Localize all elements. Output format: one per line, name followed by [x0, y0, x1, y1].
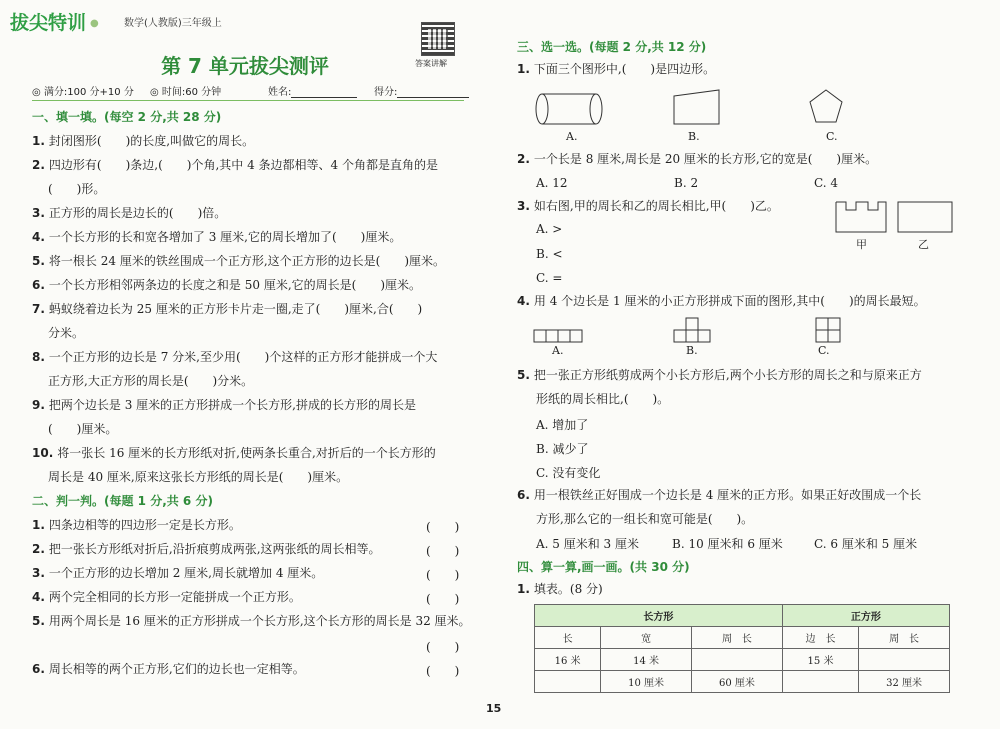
q4-squares-figure [532, 314, 852, 348]
answer-paren[interactable]: ( ) [426, 592, 460, 606]
question-text: 分米。 [48, 326, 85, 340]
q1-shapes-figure [532, 88, 862, 128]
divider [32, 100, 464, 101]
s3-q4-label-c: C. [818, 344, 830, 357]
fill-question-7-cont [48, 326, 84, 340]
fill-question-7 [32, 302, 422, 316]
fill-table [534, 604, 950, 693]
answer-paren[interactable]: ( ) [426, 544, 460, 558]
question-number: 9. [32, 398, 45, 412]
question-text: 将一张长 16 厘米的长方形纸对折,使两条长重合,对折后的一个长方形的 [57, 446, 436, 460]
s3-q2-opt-a[interactable]: A. 12 [536, 176, 568, 190]
question-text: 蚂蚁绕着边长为 25 厘米的正方形卡片走一圈,走了( )厘米,合( ) [48, 302, 423, 316]
fig-label-jia: 甲 [856, 238, 867, 251]
table-cell[interactable]: 14 米 [601, 649, 692, 671]
question-text: 一个正方形的边长是 7 分米,至少用( )个这样的正方形才能拼成一个大 [48, 350, 438, 364]
fill-question-9 [32, 398, 416, 412]
score-field[interactable]: 得分: [374, 83, 469, 98]
question-text: 封闭图形( )的长度,叫做它的周长。 [48, 134, 255, 148]
s3-q4-label-a: A. [552, 344, 564, 357]
s3-q2: 2. 一个长是 8 厘米,周长是 20 厘米的长方形,它的宽是( )厘米。 [517, 152, 878, 166]
judge-question-1 [32, 518, 241, 532]
fill-question-8 [32, 350, 437, 364]
question-text: 四边形有( )条边,( )个角,其中 4 条边都相等、4 个角都是直角的是 [48, 158, 438, 172]
question-number: 4. [32, 590, 45, 604]
section4-title: 四、算一算,画一画。(共 30 分) [517, 560, 690, 574]
s3-q6-line2: 方形,那么它的一组长和宽可能是( )。 [536, 512, 754, 526]
question-text: 一个正方形的边长增加 2 厘米,周长就增加 4 厘米。 [48, 566, 324, 580]
question-text: 正方形的周长是边长的( )倍。 [48, 206, 227, 220]
fill-question-3 [32, 206, 226, 220]
question-text: 把一张长方形纸对折后,沿折痕剪成两张,这两张纸的周长相等。 [48, 542, 381, 556]
question-text: 一个长方形相邻两条边的长度之和是 50 厘米,它的周长是( )厘米。 [48, 278, 422, 292]
fill-question-6 [32, 278, 421, 292]
question-number: 3. [32, 206, 45, 220]
question-number: 4. [32, 230, 45, 244]
judge-question-4 [32, 590, 301, 604]
s4-q1: 1. 填表。(8 分) [517, 582, 603, 596]
section2-title: 二、判一判。(每题 1 分,共 6 分) [32, 494, 213, 508]
table-col-header: 边 长 [782, 627, 858, 649]
s3-q5-opt-b[interactable]: B. 减少了 [536, 442, 589, 456]
book-title: 数学(人教版)三年级上 [124, 18, 222, 29]
question-number: 10. [32, 446, 54, 460]
table-cell[interactable]: 32 厘米 [859, 671, 950, 693]
fill-question-10-cont [48, 470, 348, 484]
question-number: 6. [32, 278, 45, 292]
answer-paren[interactable]: ( ) [426, 568, 460, 582]
name-field[interactable]: 姓名: [268, 83, 357, 98]
table-cell[interactable] [782, 671, 858, 693]
table-group-rectangle: 长方形 [535, 605, 783, 627]
section1-title: 一、填一填。(每空 2 分,共 28 分) [32, 110, 222, 124]
question-number: 5. [32, 614, 45, 628]
s3-q1-label-a: A. [566, 130, 578, 143]
table-col-header: 长 [535, 627, 601, 649]
question-number: 1. [32, 134, 45, 148]
s3-q4-label-b: B. [686, 344, 698, 357]
s3-q3-opt-b[interactable]: B. < [536, 247, 563, 261]
table-cell[interactable] [692, 649, 783, 671]
question-text: 将一根长 24 厘米的铁丝围成一个正方形,这个正方形的边长是( )厘米。 [48, 254, 446, 268]
s3-q6-opt-c[interactable]: C. 6 厘米和 5 厘米 [814, 537, 918, 551]
fill-question-2 [32, 158, 438, 172]
fig-label-yi: 乙 [918, 238, 929, 251]
question-text: 用两个周长是 16 厘米的正方形拼成一个长方形,这个长方形的周长是 32 厘米。 [48, 614, 471, 628]
fill-question-10 [32, 446, 436, 460]
question-number: 3. [32, 566, 45, 580]
table-cell[interactable]: 16 米 [535, 649, 601, 671]
s3-q3-opt-c[interactable]: C. = [536, 271, 563, 285]
section3-title: 三、选一选。(每题 2 分,共 12 分) [517, 40, 707, 54]
question-text: 四条边相等的四边形一定是长方形。 [48, 518, 241, 532]
question-number: 2. [32, 158, 45, 172]
table-col-header: 周 长 [859, 627, 950, 649]
s3-q6-line1: 6. 用一根铁丝正好围成一个边长是 4 厘米的正方形。如果正好改围成一个长 [517, 488, 922, 502]
question-number: 2. [32, 542, 45, 556]
judge-question-3 [32, 566, 323, 580]
question-text: 周长是 40 厘米,原来这张长方形纸的周长是( )厘米。 [48, 470, 349, 484]
s3-q1-label-b: B. [688, 130, 700, 143]
s3-q5-line1: 5. 把一张正方形纸剪成两个小长方形后,两个小长方形的周长之和与原来正方 [517, 368, 922, 382]
question-number: 1. [32, 518, 45, 532]
table-cell[interactable] [535, 671, 601, 693]
question-text: 正方形,大正方形的周长是( )分米。 [48, 374, 254, 388]
question-number: 5. [32, 254, 45, 268]
question-text: 把两个边长是 3 厘米的正方形拼成一个长方形,拼成的长方形的周长是 [48, 398, 417, 412]
page-number: 15 [486, 702, 502, 715]
s3-q4: 4. 用 4 个边长是 1 厘米的小正方形拼成下面的图形,其中( )的周长最短。 [517, 294, 926, 308]
s3-q1-label-c: C. [826, 130, 838, 143]
answer-paren[interactable]: ( ) [426, 520, 460, 534]
question-text: ( )形。 [48, 182, 106, 196]
table-cell[interactable]: 15 米 [782, 649, 858, 671]
s3-q3: 3. 如右图,甲的周长和乙的周长相比,甲( )乙。 [517, 199, 779, 213]
s3-q3-opt-a[interactable]: A. > [536, 222, 563, 236]
brand-logo: 拔尖特训 ● [10, 12, 99, 34]
table-col-header: 周 长 [692, 627, 783, 649]
score-info: ◎ 满分:100 分+10 分 [32, 87, 134, 98]
table-row [535, 671, 950, 693]
fill-question-8-cont [48, 374, 253, 388]
fill-question-4 [32, 230, 401, 244]
qr-label: 答案讲解 [415, 59, 447, 68]
s3-q5-line2: 形纸的周长相比,( )。 [536, 392, 670, 406]
time-info: ◎ 时间:60 分钟 [150, 87, 222, 98]
q3-jia-yi-figure [832, 198, 957, 238]
table-group-square: 正方形 [782, 605, 949, 627]
fill-question-2-cont [48, 182, 105, 196]
question-number: 8. [32, 350, 45, 364]
question-text: 周长相等的两个正方形,它们的边长也一定相等。 [48, 662, 305, 676]
answer-paren[interactable]: ( ) [426, 640, 460, 654]
fill-question-1 [32, 134, 254, 148]
answer-paren[interactable]: ( ) [426, 664, 460, 678]
s3-q6-opt-a[interactable]: A. 5 厘米和 3 厘米 [536, 537, 640, 551]
judge-question-2 [32, 542, 381, 556]
question-number: 6. [32, 662, 45, 676]
table-cell[interactable]: 60 厘米 [692, 671, 783, 693]
fill-question-9-cont [48, 422, 117, 436]
table-cell[interactable] [859, 649, 950, 671]
s3-q6-opt-b[interactable]: B. 10 厘米和 6 厘米 [672, 537, 783, 551]
question-text: 两个完全相同的长方形一定能拼成一个正方形。 [48, 590, 301, 604]
judge-question-5 [32, 614, 471, 628]
question-text: ( )厘米。 [48, 422, 118, 436]
fill-question-5 [32, 254, 445, 268]
page-title: 第 7 单元拔尖测评 [161, 54, 329, 78]
s3-q1: 1. 下面三个图形中,( )是四边形。 [517, 62, 716, 76]
table-col-header: 宽 [601, 627, 692, 649]
s3-q5-opt-c[interactable]: C. 没有变化 [536, 466, 601, 480]
s3-q2-opt-c[interactable]: C. 4 [814, 176, 839, 190]
question-text: 一个长方形的长和宽各增加了 3 厘米,它的周长增加了( )厘米。 [48, 230, 402, 244]
judge-question-6 [32, 662, 305, 676]
s3-q5-opt-a[interactable]: A. 增加了 [536, 418, 589, 432]
table-row [535, 649, 950, 671]
s3-q2-opt-b[interactable]: B. 2 [674, 176, 699, 190]
question-number: 7. [32, 302, 45, 316]
table-cell[interactable]: 10 厘米 [601, 671, 692, 693]
